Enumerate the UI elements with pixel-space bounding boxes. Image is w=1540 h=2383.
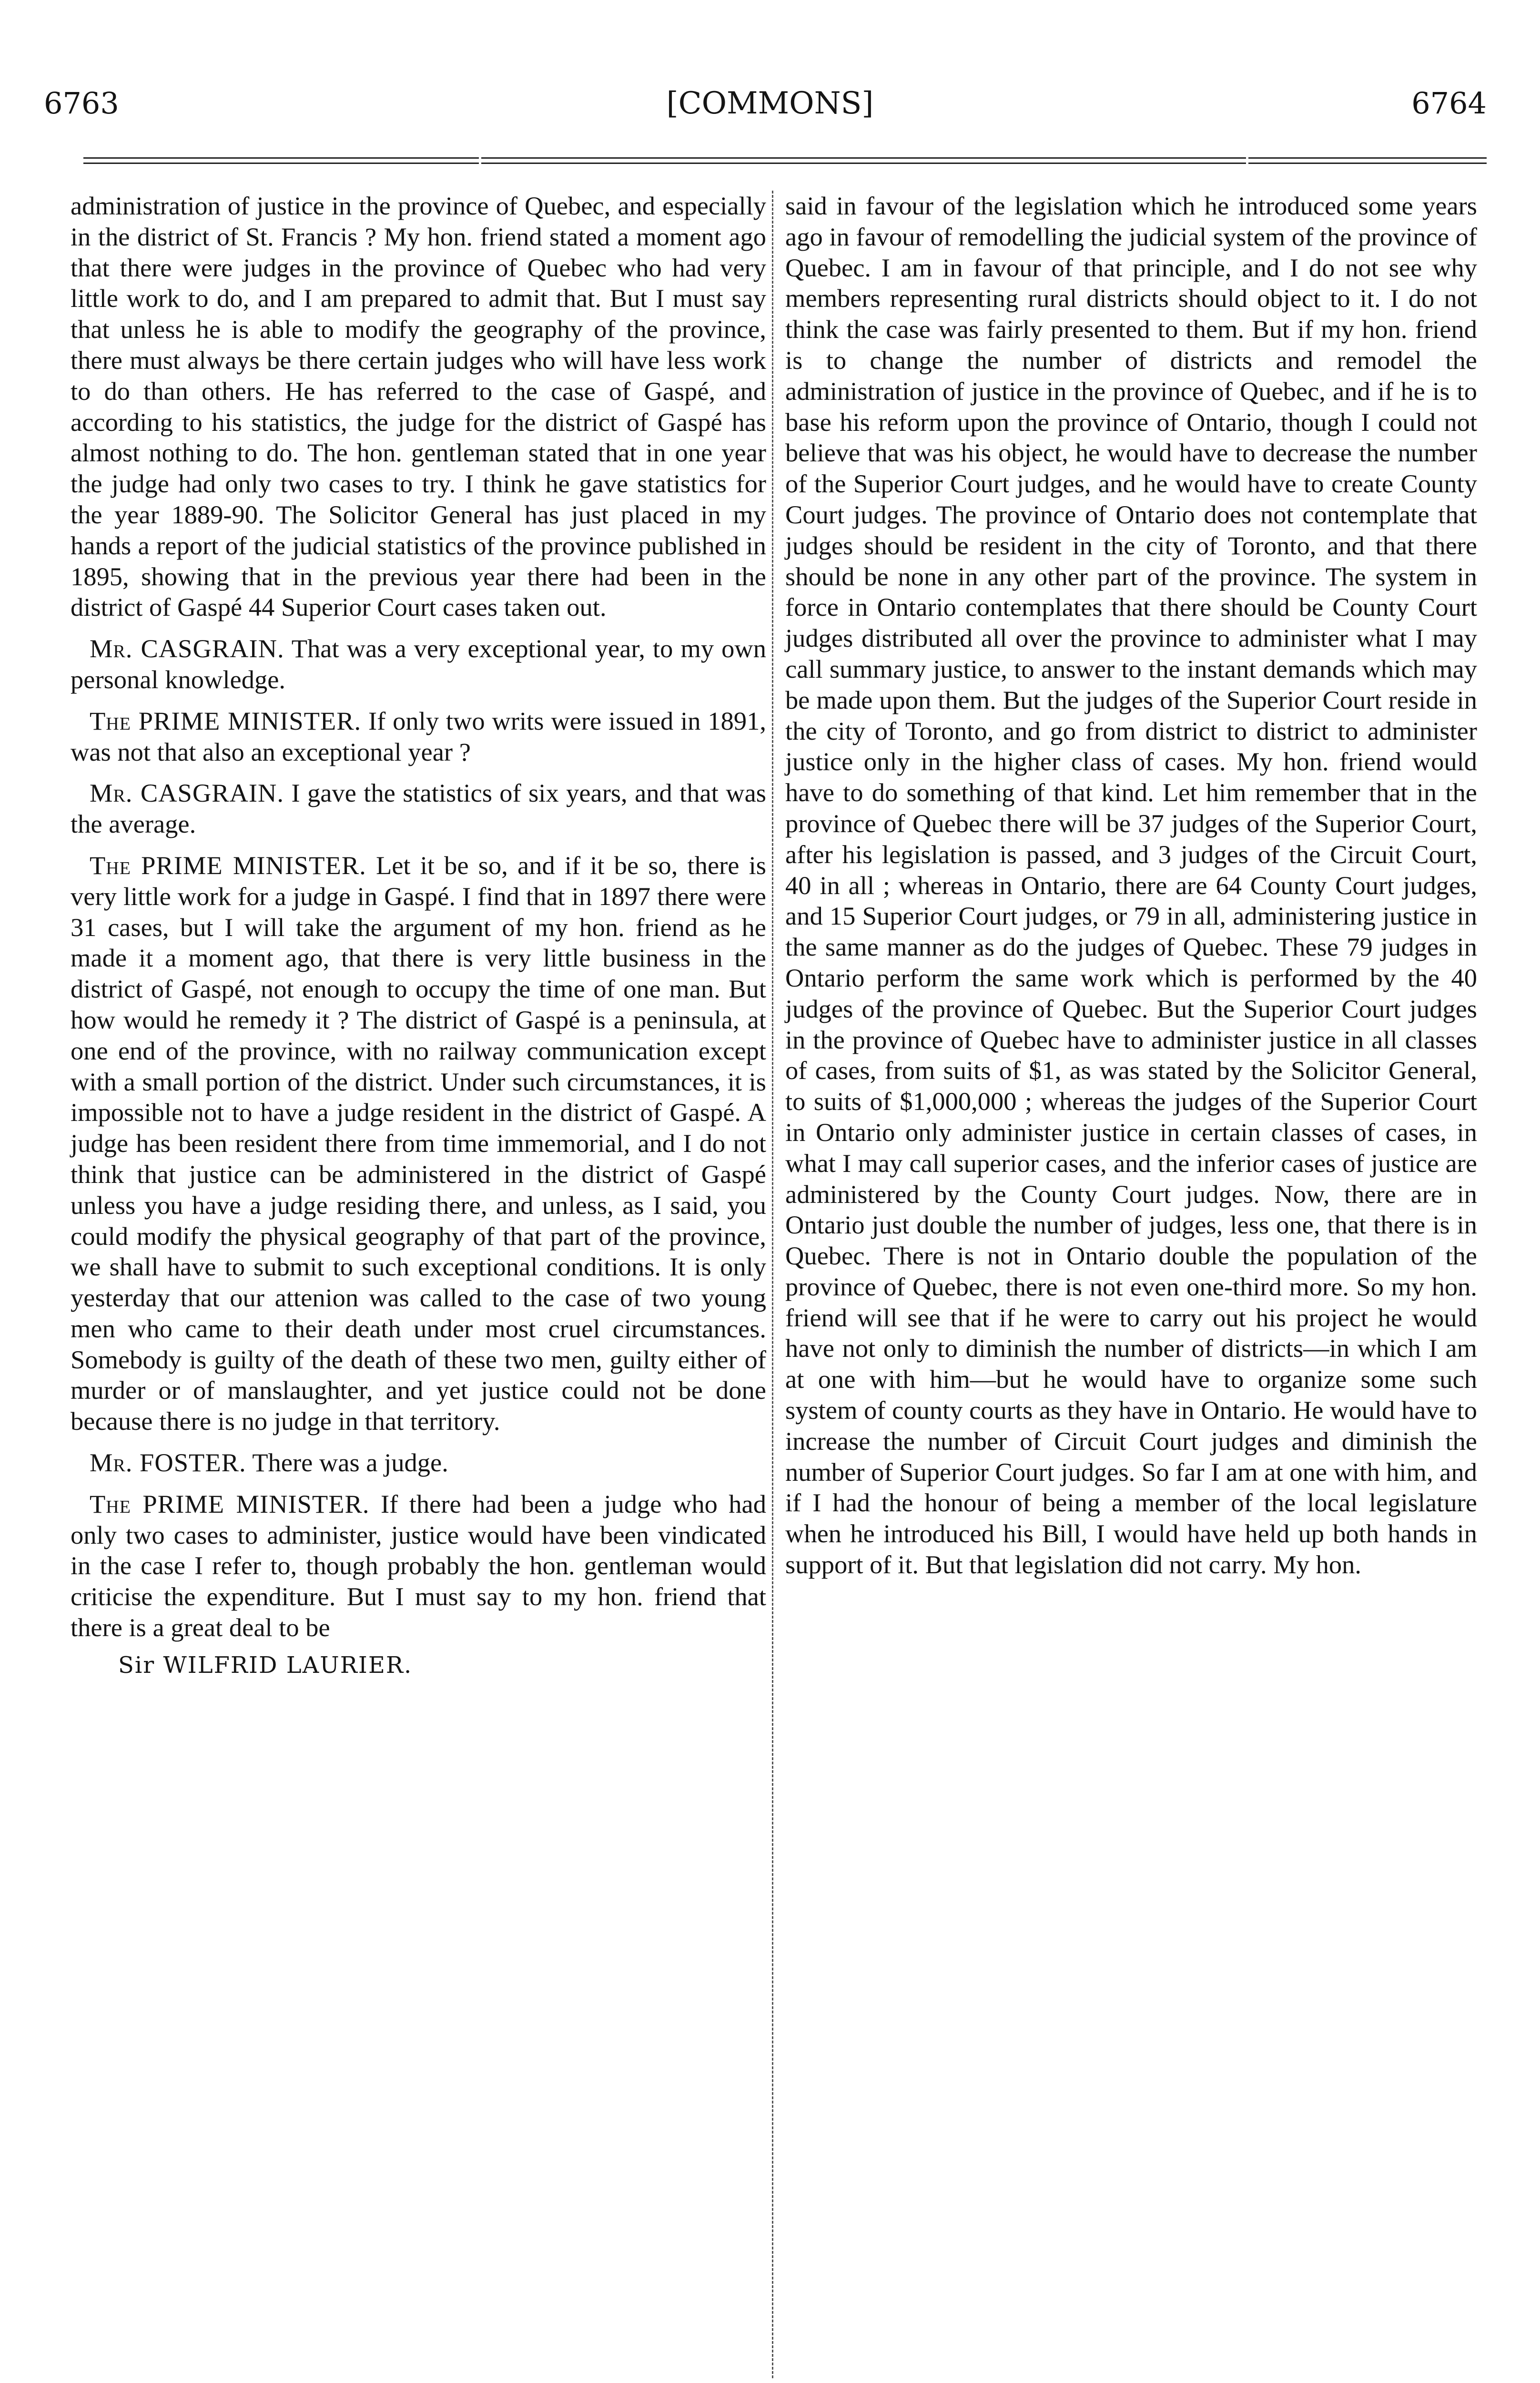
paragraph — [71, 1489, 766, 1643]
speaker-name: The PRIME MINISTER. — [90, 850, 366, 880]
paragraph — [71, 706, 766, 768]
right-column — [785, 191, 1477, 1580]
header-rule — [481, 157, 1246, 164]
paragraph — [71, 850, 766, 1437]
speaker-name: The PRIME MINISTER. — [90, 706, 362, 735]
speaker-name: Mr. CASGRAIN. — [90, 634, 284, 663]
speaker-name: Mr. CASGRAIN. — [90, 778, 284, 808]
speaker-name: Mr. FOSTER. — [90, 1448, 246, 1477]
speech-text: There was a judge. — [252, 1448, 448, 1477]
paragraph — [71, 1447, 766, 1478]
speech-text: That was a very exceptional year, to my own personal knowledge. — [71, 634, 766, 694]
speech-text: If there had been a judge who had only two cases to administer, justice would have been vindicated in the case I refer to, though probably the hon. gentleman would criticise the expenditure. But I must say to my hon. friend that there is a great deal to be — [71, 1489, 766, 1642]
paragraph: administration of justice in the province of Quebec, and especially in the district of St. Francis ? My hon. friend stated a moment ago that there were judges in the province of Quebec who had very little work to do, and I am prepared to admit that. But I must say that unless he is able to modify the geography of the province, there must always be there certain judges who will have less work to do than others. He has referred to the case of Gaspé, and according to his statistics, the judge for the district of Gaspé has almost nothing to do. The hon. gentleman stated that in one year the judge had only two cases to try. I think he gave statistics for the year 1889-90. The Solicitor General has just placed in my hands a report of the judicial statistics of the province published in 1895, showing that in the previous year there had been in the district of Gaspé 44 Superior Court cases taken out. — [71, 191, 766, 622]
paragraph — [71, 778, 766, 840]
paragraph — [71, 633, 766, 695]
speaker-signature: Sir WILFRID LAURIER. — [118, 1651, 413, 1679]
speech-text: I gave the statistics of six years, and that was the average. — [71, 778, 767, 839]
page-header — [0, 0, 1540, 143]
running-title: [COMMONS] — [666, 86, 874, 121]
header-rule — [1248, 157, 1487, 164]
page-number-left: 6763 — [44, 86, 119, 121]
speech-text: Let it be so, and if it be so, there is very little work for a judge in Gaspé. I find that in 1897 there were 31 cases, but I will take the argument of my hon. friend as he made it a moment ago, that there is very little business in the district of Gaspé, not enough to occupy the time of one man. But how would he remedy it ? The district of Gaspé is a peninsula, at one end of the province, with no railway communication except with a small portion of the district. Under such circumstances, it is impossible not to have a judge resident in the district of Gaspé. A judge has been resident there from time immemorial, and I do not think that justice can be administered in the district of Gaspé unless you have a judge residing there, and unless, as I said, you could modify the physical geography of that part of the province, we shall have to submit to such exceptional conditions. It is only yesterday that our attenion was called to the case of two young men who came to their death under most cruel circumstances. Somebody is guilty of the death of these two men, guilty either of murder or of manslaughter, and yet justice could not be done because there is no judge in that territory. — [71, 850, 766, 1436]
column-divider — [772, 191, 773, 2378]
speaker-name: The PRIME MINISTER. — [90, 1489, 370, 1518]
speech-text: If only two writs were issued in 1891, was not that also an exceptional year ? — [71, 706, 766, 766]
page-number-right: 6764 — [1411, 86, 1487, 121]
header-rule — [83, 157, 479, 164]
paragraph: said in favour of the legislation which he introduced some years ago in favour of remodelling the judicial system of the province of Quebec. I am in favour of that principle, and I do not see why members representing rural districts should object to it. I do not think the case was fairly presented to them. But if my hon. friend is to change the number of districts and remodel the administration of justice in the province of Quebec, and if he is to base his reform upon the province of Ontario, though I could not believe that was his object, he would have to decrease the number of the Superior Court judges, and he would have to create County Court judges. The province of Ontario does not contemplate that judges should be resident in the city of Toronto, and that there should be none in any other part of the province. The system in force in Ontario contemplates that there should be County Court judges distributed all over the province to administer what I may call summary justice, to answer to the instant demands which may be made upon them. But the judges of the Superior Court reside in the city of Toronto, and go from district to district to administer justice only in the higher class of cases. My hon. friend would have to do something of that kind. Let him remember that in the province of Quebec there will be 37 judges of the Superior Court, after his legislation is passed, and 3 judges of the Circuit Court, 40 in all ; whereas in Ontario, there are 64 County Court judges, and 15 Superior Court judges, or 79 in all, administering justice in the same manner as do the judges of Quebec. These 79 judges in Ontario perform the same work which is performed by the 40 judges of the province of Quebec. But the Superior Court judges in the province of Quebec have to administer justice in all classes of cases, from suits of $1, as was stated by the Solicitor General, to suits of $1,000,000 ; whereas the judges of the Superior Court in Ontario only administer justice in certain classes of cases, in what I may call superior cases, and the inferior cases of justice are administered by the County Court judges. Now, there are in Ontario just double the number of judges, less one, that there is in Quebec. There is not in Ontario double the population of the province of Quebec, there is not even one-third more. So my hon. friend will see that if he were to carry out his project he would have not only to diminish the number of districts—in which I am at one with him—but he would have to organize some such system of county courts as they have in Ontario. He would have to increase the number of Circuit Court judges and diminish the number of Superior Court judges. So far I am at one with him, and if I had the honour of being a member of the local legislature when he introduced his Bill, I would have held up both hands in support of it. But that legislation did not carry. My hon. — [785, 191, 1477, 1579]
left-column — [71, 191, 766, 1681]
